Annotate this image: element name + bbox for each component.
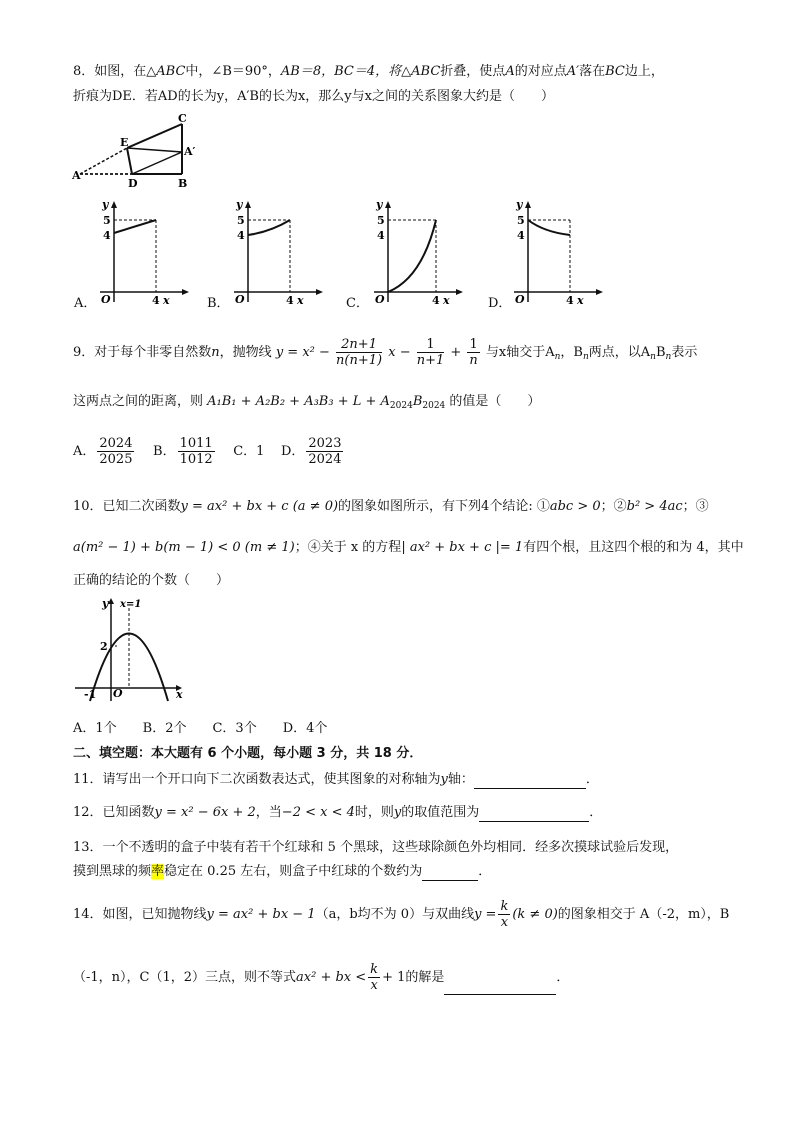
q9-sum: A₁B₁ + A₂B₂ + A₃B₃ + L + A bbox=[207, 394, 390, 409]
label-origin: O bbox=[515, 293, 525, 306]
label-origin: O bbox=[375, 293, 385, 306]
q9-options bbox=[73, 435, 345, 469]
q10-text: 有四个根，且这四个根的和为 4，其中 bbox=[523, 540, 744, 555]
label-A: A bbox=[72, 169, 81, 182]
q10-text: 10．已知二次函数 bbox=[73, 499, 181, 514]
q9-sub: n bbox=[582, 352, 589, 362]
label-y: y bbox=[376, 198, 383, 211]
q9-sub: 2024 bbox=[422, 401, 446, 411]
q11-text: y bbox=[440, 772, 448, 787]
section-heading: 二、填空题：本大题有 6 个小题，每小题 3 分，共 18 分． bbox=[73, 746, 423, 761]
q8-option-label[interactable]: D． bbox=[488, 296, 512, 311]
label-x: x bbox=[163, 294, 170, 307]
q10-text: 的图象如图所示，有下列4个结论: ① bbox=[338, 499, 550, 514]
q14-eq: ax² + bx < bbox=[296, 970, 367, 985]
q8-triangle-figure bbox=[70, 112, 200, 192]
q10-options[interactable]: A．1个 B．2个 C．3个 D．4个 bbox=[73, 721, 328, 736]
label-y: y bbox=[102, 597, 109, 610]
q14-line1 bbox=[73, 898, 729, 932]
edge-AE bbox=[80, 148, 127, 174]
q8-option-label[interactable]: A． bbox=[74, 296, 97, 311]
label-E: E bbox=[120, 136, 129, 149]
q11-text: 轴： bbox=[447, 772, 474, 787]
q12-text: ． bbox=[589, 805, 603, 820]
q9-line1 bbox=[73, 337, 697, 368]
label-4: 4 bbox=[237, 229, 245, 242]
q12-answer-blank[interactable] bbox=[479, 807, 589, 822]
q9-opt-label: D． bbox=[280, 444, 305, 459]
q8-option-graph[interactable] bbox=[504, 198, 609, 308]
q9-text: B bbox=[412, 394, 423, 409]
label-x4: 4 bbox=[286, 294, 294, 307]
q12 bbox=[73, 804, 602, 822]
q9-text: 两点，以A bbox=[588, 345, 651, 360]
q8-option-graph[interactable] bbox=[224, 198, 329, 308]
label-x: x bbox=[297, 294, 304, 307]
q10-text: ；② bbox=[600, 499, 627, 514]
q8-text: 的对应点 bbox=[514, 64, 567, 79]
label-x4: 4 bbox=[152, 294, 160, 307]
label-y: y bbox=[236, 198, 243, 211]
q9-opt-label: A． bbox=[73, 444, 96, 459]
label-5: 5 bbox=[237, 214, 245, 227]
q13-text: 稳定在 0.25 左右，则盒子中红球的个数约为 bbox=[164, 864, 423, 879]
q8-text: BC bbox=[605, 64, 625, 79]
edge-EA2 bbox=[127, 148, 182, 152]
q12-text: 时，则 bbox=[354, 805, 394, 820]
graph-curve bbox=[248, 220, 290, 235]
label-4: 4 bbox=[377, 229, 385, 242]
edge-DA2 bbox=[132, 152, 182, 174]
label-origin: O bbox=[101, 293, 111, 306]
q9-eq: + bbox=[450, 345, 462, 360]
q8-option-graph[interactable] bbox=[364, 198, 469, 308]
label-A-prime: A′ bbox=[184, 145, 196, 158]
q9-text: ，抛物线 bbox=[219, 345, 272, 360]
q8-text: 折叠，使点 bbox=[440, 64, 506, 79]
graph-curve bbox=[528, 220, 570, 235]
q14-line2 bbox=[73, 961, 569, 995]
q10-parabola-figure bbox=[72, 596, 187, 706]
label-origin: O bbox=[113, 687, 123, 700]
q9-sub: n bbox=[665, 352, 672, 362]
q8-text: A bbox=[505, 64, 515, 79]
label-B: B bbox=[178, 177, 188, 190]
q9-opt-c[interactable]: C．1 bbox=[233, 444, 265, 459]
q9-sub: n bbox=[554, 352, 561, 362]
q13-line2 bbox=[73, 863, 491, 881]
q9-text: B bbox=[655, 345, 666, 360]
q14-text: 的图象相交于 A（-2，m），B bbox=[557, 907, 730, 922]
label-x4: 4 bbox=[566, 294, 574, 307]
q14-eq: y = bbox=[474, 907, 497, 922]
q14-text: 的解是 bbox=[405, 970, 445, 985]
q9-eq: y = x² − bbox=[275, 345, 330, 360]
q13-answer-blank[interactable] bbox=[422, 866, 478, 881]
q8-option-graph[interactable] bbox=[90, 198, 195, 308]
q11-text: 11．请写出一个开口向下二次函数表达式，使其图象的对称轴为 bbox=[73, 772, 441, 787]
q10-line2 bbox=[73, 539, 744, 557]
q10-line1 bbox=[73, 498, 709, 516]
q13-highlight: 率 bbox=[151, 864, 165, 879]
label-x: x bbox=[577, 294, 584, 307]
q9-text: n bbox=[211, 345, 220, 360]
q9-line2 bbox=[73, 393, 540, 415]
q14-eq: + 1 bbox=[382, 970, 406, 985]
q12-text: 12．已知函数 bbox=[73, 805, 155, 820]
q10-line3: 正确的结论的个数（ ） bbox=[73, 573, 230, 588]
q8-text: A′ bbox=[566, 64, 580, 79]
label-y: y bbox=[102, 198, 109, 211]
q8-option-label[interactable]: B． bbox=[207, 296, 230, 311]
label-y: y bbox=[516, 198, 523, 211]
q14-eq: (k ≠ 0) bbox=[512, 907, 558, 922]
label-x4: 4 bbox=[432, 294, 440, 307]
q14-frac-k: $\frac{k}{x}$ bbox=[500, 899, 509, 930]
q14-eq: y = ax² + bx − 1 bbox=[206, 907, 316, 922]
q14-text: ． bbox=[556, 970, 570, 985]
q11-text: ． bbox=[585, 772, 599, 787]
q13-text: ． bbox=[478, 864, 492, 879]
q9-frac3: $\frac{1}{n}$ bbox=[469, 337, 478, 368]
q10-eq: b² > 4ac bbox=[626, 499, 683, 514]
q9-text: 9．对于每个非零自然数 bbox=[73, 345, 212, 360]
q9-sub: 2024 bbox=[389, 401, 413, 411]
q9-text: ，B bbox=[560, 345, 583, 360]
q8-line1 bbox=[73, 63, 664, 81]
q8-line2: 折痕为DE．若AD的长为y，A′B的长为x，那么y与x之间的关系图象大约是（ ） bbox=[73, 89, 554, 104]
q11 bbox=[73, 771, 599, 789]
q9-frac2: $\frac{1}{n+1}$ bbox=[416, 337, 445, 368]
q14-text: （a，b均不为 0）与双曲线 bbox=[315, 907, 475, 922]
edge-EC bbox=[127, 124, 182, 148]
label-D: D bbox=[128, 177, 138, 190]
label-x1: x=1 bbox=[120, 599, 142, 610]
label-x: x bbox=[443, 294, 450, 307]
q8-text: △ABC bbox=[401, 64, 441, 79]
q9-opt-d[interactable]: $\frac{2023}{2024}$ bbox=[308, 436, 342, 467]
q10-eq: a(m² − 1) + b(m − 1) < 0 (m ≠ 1) bbox=[73, 540, 295, 555]
q9-eq: x − bbox=[388, 345, 411, 360]
q8-text: AB＝8，BC＝4，将 bbox=[280, 64, 402, 79]
q11-answer-blank[interactable] bbox=[474, 774, 586, 789]
label-4: 4 bbox=[517, 229, 525, 242]
q9-opt-label: B． bbox=[153, 444, 176, 459]
q12-eq: −2 < x < 4 bbox=[281, 805, 355, 820]
q8-text: 中，∠B＝90°， bbox=[185, 64, 281, 79]
q9-text: 这两点之间的距离，则 bbox=[73, 394, 204, 409]
q14-text: （-1，n），C（1，2）三点，则不等式 bbox=[73, 970, 297, 985]
graph-curve bbox=[388, 220, 436, 292]
q10-text: ；④关于 x 的方程 bbox=[294, 540, 402, 555]
label-2: 2 bbox=[100, 640, 108, 653]
label-C: C bbox=[178, 112, 187, 125]
q9-text: 与x轴交于A bbox=[485, 345, 555, 360]
label-4: 4 bbox=[103, 229, 111, 242]
q10-eq: y = ax² + bx + c (a ≠ 0) bbox=[180, 499, 339, 514]
label-5: 5 bbox=[517, 214, 525, 227]
q9-frac1: $\frac{2n+1}{n(n+1)}$ bbox=[336, 337, 383, 368]
q12-text: ，当 bbox=[255, 805, 282, 820]
q12-text: 的取值范围为 bbox=[401, 805, 480, 820]
q8-text: 8．如图，在 bbox=[73, 64, 147, 79]
q8-text: 边上， bbox=[624, 64, 664, 79]
q13-line1: 13．一个不透明的盒子中装有若干个红球和 5 个黑球，这些球除颜色外均相同．经多次摸球试验后发现， bbox=[73, 840, 679, 855]
q13-text: 摸到黑球的频 bbox=[73, 864, 152, 879]
q12-eq: y = x² − 6x + 2 bbox=[154, 805, 256, 820]
label-minus1: -1 bbox=[84, 688, 97, 701]
q10-text: ；③ bbox=[682, 499, 709, 514]
q8-text: △ABC bbox=[146, 64, 186, 79]
graph-curve bbox=[114, 220, 156, 233]
q14-answer-blank[interactable] bbox=[444, 980, 556, 995]
q8-text: 落在 bbox=[579, 64, 606, 79]
q9-text: 表示 bbox=[671, 345, 698, 360]
q9-opt-a[interactable]: $\frac{2024}{2025}$ bbox=[99, 436, 133, 467]
q9-sub: n bbox=[650, 352, 656, 362]
label-x: x bbox=[176, 688, 183, 701]
q9-opt-b[interactable]: $\frac{1011}{1012}$ bbox=[179, 436, 213, 467]
label-5: 5 bbox=[377, 214, 385, 227]
edge-ED bbox=[127, 148, 132, 174]
q9-text: 的值是（ ） bbox=[449, 394, 541, 409]
q12-text: y bbox=[393, 805, 402, 820]
q10-eq: | ax² + bx + c |= 1 bbox=[401, 540, 524, 555]
label-origin: O bbox=[235, 293, 245, 306]
q14-frac-k2: $\frac{k}{x}$ bbox=[370, 962, 379, 993]
q14-text: 14．如图，已知抛物线 bbox=[73, 907, 207, 922]
q8-option-label[interactable]: C． bbox=[346, 296, 369, 311]
q10-eq: abc > 0 bbox=[549, 499, 601, 514]
label-5: 5 bbox=[103, 214, 111, 227]
